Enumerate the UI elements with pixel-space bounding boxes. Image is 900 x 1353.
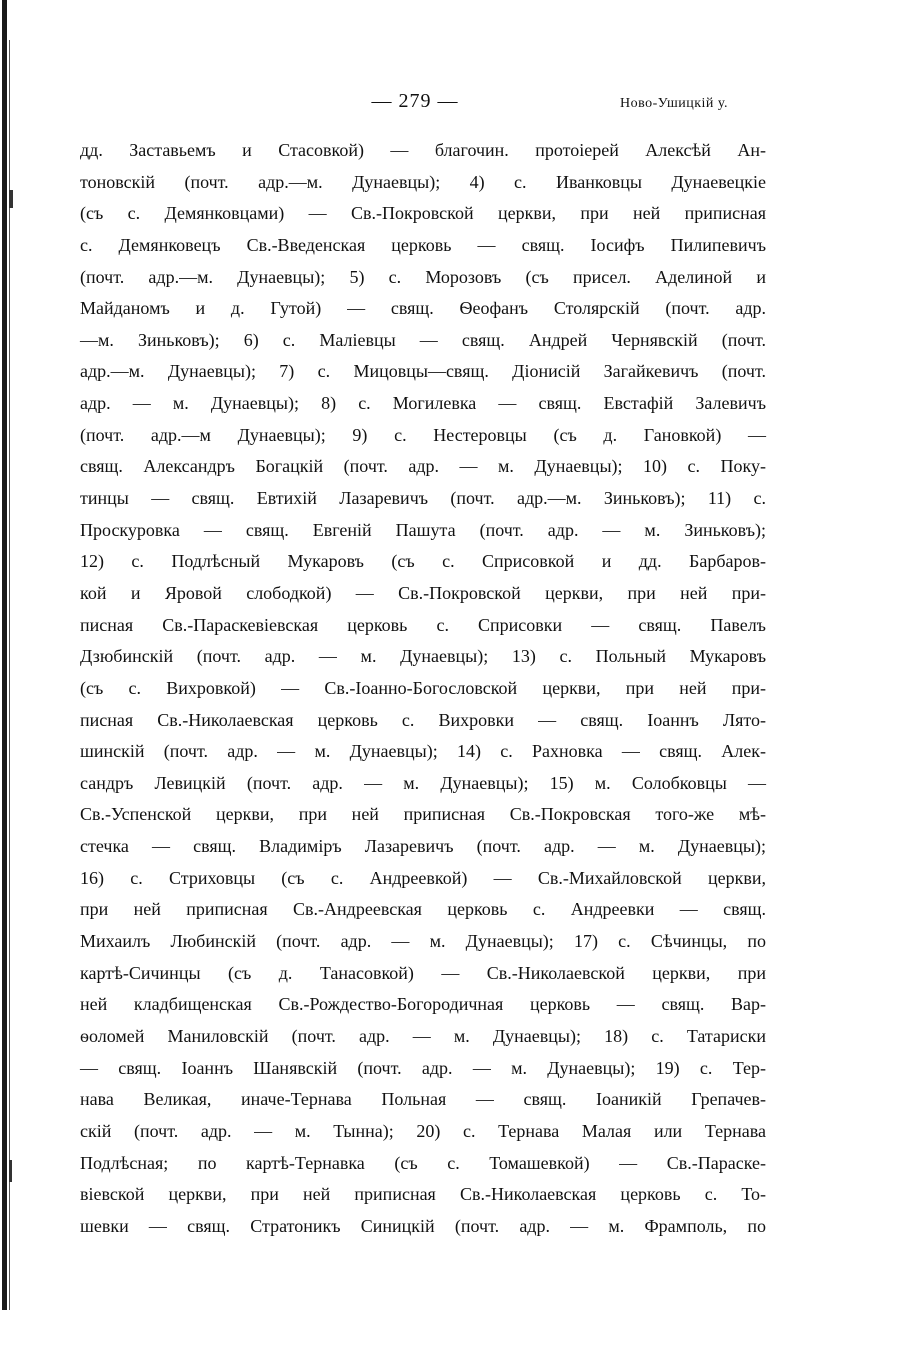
text-line: тинцы — свящ. Евтихій Лазаревичъ (почт. адр.—м. Зиньковъ); 11) с. [80, 488, 766, 509]
binding-thin-line [9, 40, 10, 1310]
text-line: скій (почт. адр. — м. Тынна); 20) с. Тернава Малая или Тернава [80, 1120, 766, 1141]
page-number: — 279 — [371, 90, 459, 112]
binding-mark [9, 190, 13, 208]
text-line: Подлѣсная; по картѣ-Тернавка (съ с. Томашевкой) — Св.-Параске- [80, 1152, 766, 1173]
page-binding-edge [0, 0, 14, 1353]
text-line: Михаилъ Любинскій (почт. адр. — м. Дунаевцы); 17) с. Сѣчинцы, по [80, 931, 766, 952]
running-title: Ново-Ушицкій у. [620, 96, 729, 111]
text-line: шинскій (почт. адр. — м. Дунаевцы); 14) с. Рахновка — свящ. Алек- [80, 741, 766, 762]
text-line: с. Демянковецъ Св.-Введенская церковь — свящ. Іосифъ Пилипевичъ [80, 234, 766, 255]
text-line: адр. — м. Дунаевцы); 8) с. Могилевка — свящ. Евстафій Залевичъ [80, 393, 766, 414]
text-line: (почт. адр.—м Дунаевцы); 9) с. Нестеровцы (съ д. Гановкой) — [80, 424, 766, 445]
text-line: писная Св.-Параскевіевская церковь с. Сприсовки — свящ. Павелъ [80, 614, 766, 635]
text-line: нава Великая, иначе-Тернава Польная — свящ. Іоаникій Грепачев- [80, 1089, 766, 1110]
text-line: адр.—м. Дунаевцы); 7) с. Мицовцы—свящ. Діонисій Загайкевичъ (почт. [80, 361, 766, 382]
text-line: 16) с. Стриховцы (съ с. Андреевкой) — Св.-Михайловской церкви, [80, 867, 766, 888]
binding-mark [9, 1160, 12, 1182]
text-line: Св.-Успенской церкви, при ней приписная Св.-Покровская того-же мѣ- [80, 804, 766, 825]
text-line: дд. Заставьемъ и Стасовкой) — благочин. протоіерей Алексѣй Ан- [80, 140, 766, 160]
text-line: ѳоломей Маниловскій (почт. адр. — м. Дунаевцы); 18) с. Татариски [80, 1025, 766, 1046]
binding-dark-strip [2, 0, 7, 1310]
text-line: Майданомъ и д. Гутой) — свящ. Ѳеофанъ Столярскій (почт. адр. [80, 298, 766, 319]
text-line: —м. Зиньковъ); 6) с. Маліевцы — свящ. Андрей Чернявскій (почт. [80, 329, 766, 350]
text-line: — свящ. Іоаннъ Шанявскій (почт. адр. — м. Дунаевцы); 19) с. Тер- [80, 1057, 766, 1078]
text-line: сандръ Левицкій (почт. адр. — м. Дунаевцы); 15) м. Солобковцы — [80, 772, 766, 793]
text-line: ней кладбищенская Св.-Рождество-Богородичная церковь — свящ. Вар- [80, 994, 766, 1015]
text-line: 12) с. Подлѣсный Мукаровъ (съ с. Сприсовкой и дд. Барбаров- [80, 551, 766, 572]
text-line: свящ. Александръ Богацкій (почт. адр. — м. Дунаевцы); 10) с. Поку- [80, 456, 766, 477]
text-line: Дзюбинскій (почт. адр. — м. Дунаевцы); 13) с. Польный Мукаровъ [80, 646, 766, 667]
text-line: картѣ-Сичинцы (съ д. Танасовкой) — Св.-Николаевской церкви, при [80, 962, 766, 983]
text-line: (съ с. Демянковцами) — Св.-Покровской церкви, при ней приписная [80, 203, 766, 224]
text-line: тоновскій (почт. адр.—м. Дунаевцы); 4) с. Иванковцы Дунаевецкіе [80, 171, 766, 192]
text-line: шевки — свящ. Стратоникъ Синицкій (почт. адр. — м. Фрамполь, по [80, 1215, 766, 1236]
text-line: при ней приписная Св.-Андреевская церковь с. Андреевки — свящ. [80, 899, 766, 920]
text-line: (почт. адр.—м. Дунаевцы); 5) с. Морозовъ (съ присел. Аделиной и [80, 266, 766, 287]
text-line: кой и Яровой слободкой) — Св.-Покровской церкви, при ней при- [80, 582, 766, 603]
text-line: Проскуровка — свящ. Евгеній Пашута (почт. адр. — м. Зиньковъ); [80, 519, 766, 540]
body-text [80, 135, 766, 1242]
page-header [0, 90, 900, 120]
text-line: писная Св.-Николаевская церковь с. Вихровки — свящ. Іоаннъ Лято- [80, 709, 766, 730]
text-line: (съ с. Вихровкой) — Св.-Іоанно-Богословской церкви, при ней при- [80, 677, 766, 698]
text-line: віевской церкви, при ней приписная Св.-Николаевская церковь с. То- [80, 1184, 766, 1205]
text-line: стечка — свящ. Владиміръ Лазаревичъ (почт. адр. — м. Дунаевцы); [80, 836, 766, 857]
